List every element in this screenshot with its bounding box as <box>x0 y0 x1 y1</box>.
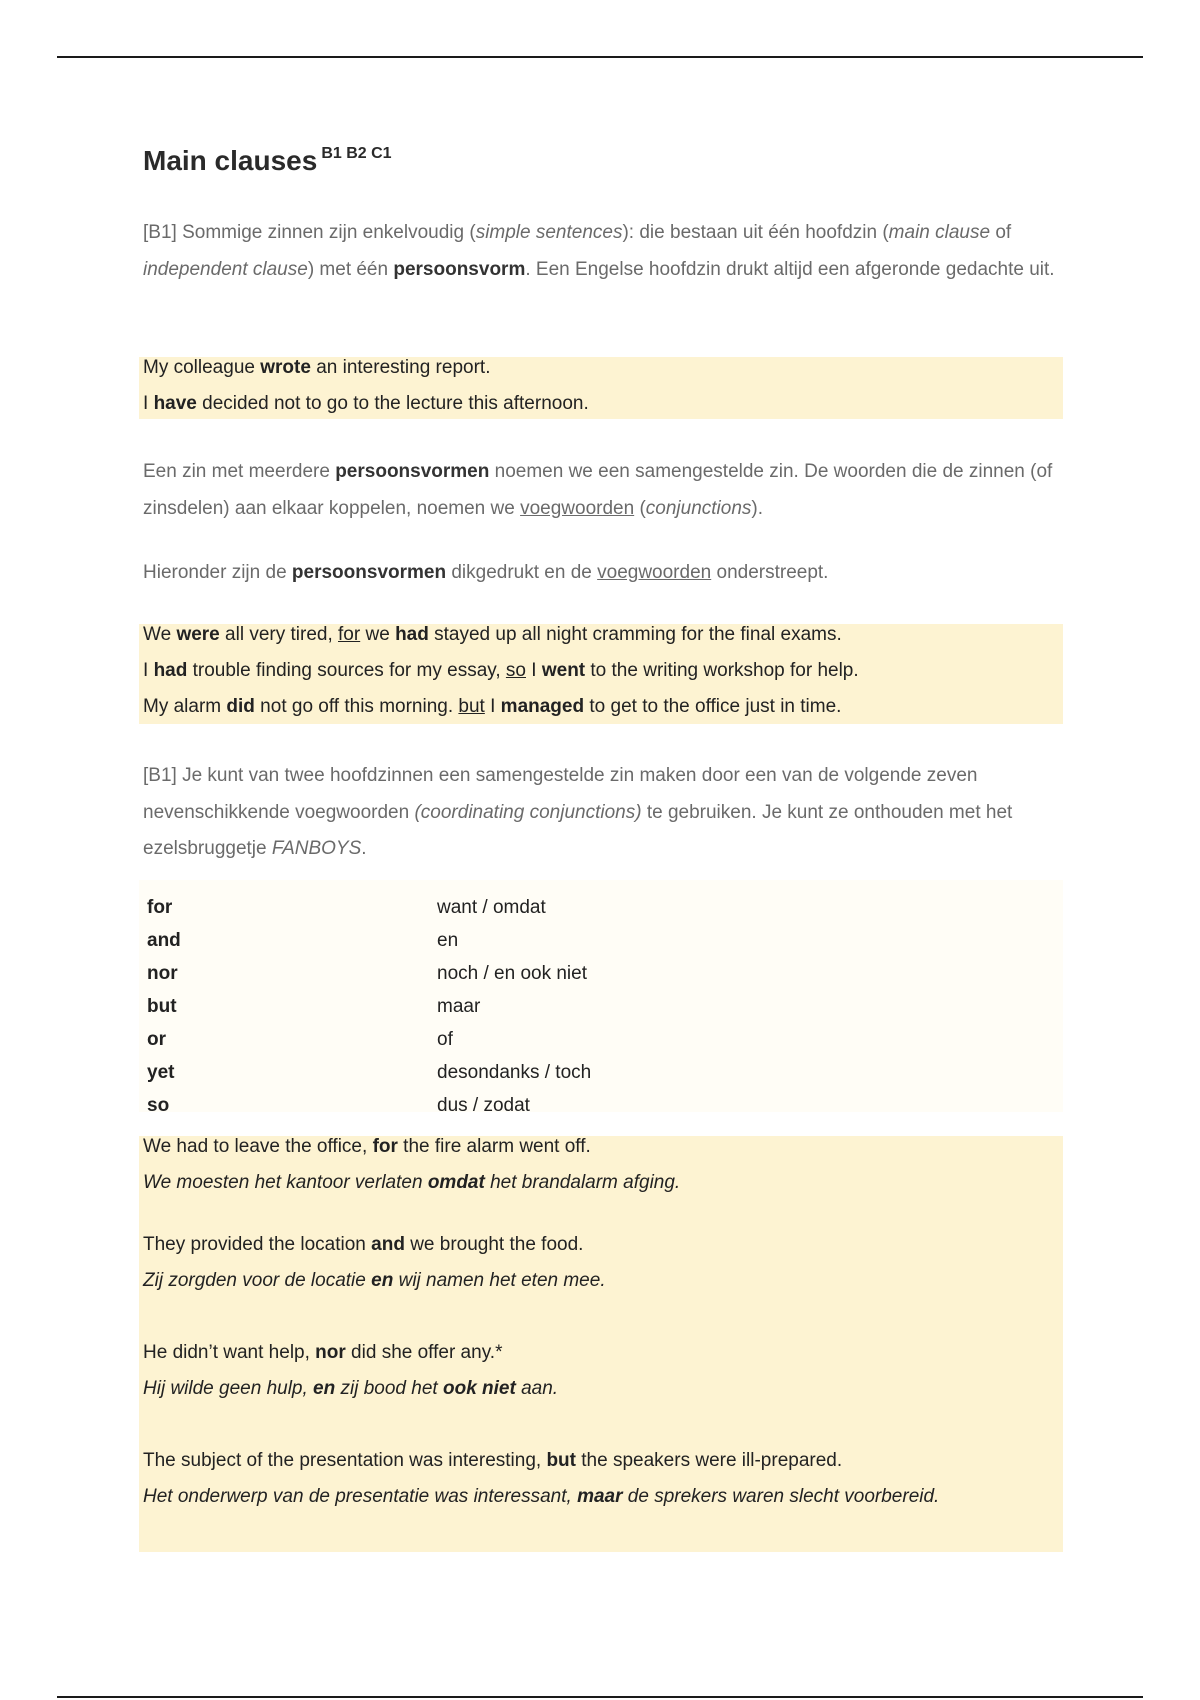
conjunction-nl: desondanks / toch <box>437 1062 592 1083</box>
verb: did <box>226 696 255 717</box>
example-line <box>143 393 589 415</box>
example-text: Zij zorgden voor de locatie <box>143 1270 372 1291</box>
example-text: we brought the food. <box>404 1234 584 1255</box>
translation-en <box>143 1450 842 1472</box>
translation-nl <box>143 1270 606 1292</box>
compound-text: ). <box>751 497 764 519</box>
compound-term: persoonsvormen <box>335 461 490 482</box>
conjunction: but <box>546 1450 576 1471</box>
conjunction: nor <box>315 1342 346 1363</box>
compound-text: Een zin met meerdere <box>143 461 336 482</box>
conjunction-nl: en <box>437 930 459 951</box>
conjunction: maar <box>577 1486 623 1507</box>
example-text: stayed up all night cramming for the final exams. <box>428 624 842 645</box>
compound-term-italic: conjunctions <box>645 497 752 519</box>
intro-text-1: [B1] Sommige zinnen zijn enkelvoudig ( <box>143 222 476 243</box>
example-text: I <box>143 393 154 414</box>
intro-term-independent: independent clause <box>143 258 308 280</box>
example-text: The subject of the presentation was interesting, <box>143 1450 547 1471</box>
conjunction: but <box>458 696 485 717</box>
example-text: not go off this morning. <box>254 696 459 717</box>
conjunction-nl: maar <box>437 996 481 1017</box>
compound-text: noemen we een samengestelde zin. De woorden die de zinnen (of zinsdelen) aan elkaar koppelen, noemen we <box>143 461 1053 519</box>
conjunction: ook niet <box>442 1378 516 1399</box>
fanboys-term: (coordinating conjunctions) <box>414 801 642 823</box>
example-text: the fire alarm went off. <box>397 1136 591 1157</box>
example-text: We <box>143 624 177 645</box>
example-text: Hij wilde geen hulp, <box>143 1378 314 1399</box>
title-text: Main clauses <box>143 145 318 176</box>
conjunction-nl: of <box>437 1029 453 1050</box>
conjunction-nl: noch / en ook niet <box>437 963 587 984</box>
conjunction: omdat <box>427 1172 485 1193</box>
legend-underlined: voegwoorden <box>597 562 712 583</box>
compound-text: ( <box>634 497 646 519</box>
conjunction-nl: dus / zodat <box>437 1095 530 1116</box>
example-text: My alarm <box>143 696 227 717</box>
compound-example-line <box>143 696 841 718</box>
fanboys-intro <box>143 758 1063 868</box>
example-text: de sprekers waren slecht voorbereid. <box>622 1486 940 1507</box>
header-rule <box>57 56 1143 58</box>
level-badge: B1 B2 C1 <box>321 145 392 162</box>
example-text: trouble finding sources for my essay, <box>187 660 506 681</box>
example-text: We had to leave the office, <box>143 1136 373 1157</box>
legend-note <box>143 555 1063 592</box>
translation-nl <box>143 1486 939 1508</box>
conjunction-en: so <box>147 1095 170 1116</box>
conjunction-en: or <box>147 1029 166 1050</box>
example-text: decided not to go to the lecture this afternoon. <box>196 393 589 414</box>
verb: went <box>541 660 586 681</box>
example-box-simple <box>139 357 1063 419</box>
example-text: They provided the location <box>143 1234 372 1255</box>
legend-bold: persoonsvormen <box>291 562 447 583</box>
example-text: the speakers were ill-prepared. <box>576 1450 843 1471</box>
verb: had <box>153 660 188 681</box>
fanboys-table <box>139 880 1063 1116</box>
legend-text: dikgedrukt en de <box>446 562 598 583</box>
example-text: I <box>484 696 501 717</box>
intro-text-5: . Een Engelse hoofdzin drukt altijd een afgeronde gedachte uit. <box>525 258 1055 280</box>
intro-paragraph <box>143 215 1063 288</box>
conjunction: en <box>313 1378 336 1399</box>
conjunction-en: but <box>147 996 177 1017</box>
example-text: We moesten het kantoor verlaten <box>143 1172 428 1193</box>
page-title <box>143 145 392 177</box>
compound-underlined: voegwoorden <box>520 497 635 519</box>
example-line <box>143 357 490 379</box>
verb: wrote <box>260 357 311 378</box>
example-text: He didn’t want help, <box>143 1342 316 1363</box>
translation-nl <box>143 1172 680 1194</box>
compound-paragraph <box>143 454 1063 527</box>
example-text: we <box>360 624 396 645</box>
verb: managed <box>500 696 585 717</box>
conjunction: and <box>371 1234 405 1255</box>
example-text: to the writing workshop for help. <box>585 660 859 681</box>
legend-text: Hieronder zijn de <box>143 562 292 583</box>
example-text: My colleague <box>143 357 261 378</box>
fanboys-text: te gebruiken. Je kunt ze onthouden met het ezelsbruggetje <box>143 801 1013 859</box>
conjunction: en <box>371 1270 394 1291</box>
example-text: zij bood het <box>335 1378 443 1399</box>
compound-example-line <box>143 624 842 646</box>
example-text: did she offer any.* <box>345 1342 503 1363</box>
fanboys-text: . <box>361 838 367 859</box>
example-text: I <box>143 660 154 681</box>
verb: were <box>176 624 220 645</box>
intro-text-2: ): die bestaan uit één hoofdzin ( <box>622 222 889 243</box>
example-text: I <box>526 660 542 681</box>
example-text: an interesting report. <box>310 357 491 378</box>
intro-text-3: of <box>990 222 1012 243</box>
conjunction: for <box>372 1136 398 1157</box>
example-text: wij namen het eten mee. <box>393 1270 606 1291</box>
example-box-compound <box>139 624 1063 724</box>
conjunction-en: and <box>147 930 181 951</box>
legend-text: onderstreept. <box>711 562 829 583</box>
intro-term-main: main clause <box>888 222 991 243</box>
conjunction-en: nor <box>147 963 178 984</box>
translation-box <box>139 1136 1063 1552</box>
verb: have <box>153 393 197 414</box>
example-text: het brandalarm afging. <box>484 1172 681 1193</box>
example-text: aan. <box>515 1378 559 1399</box>
verb: had <box>395 624 429 645</box>
translation-en <box>143 1136 591 1158</box>
compound-example-line <box>143 660 859 682</box>
conjunction-nl: want / omdat <box>437 897 546 918</box>
translation-nl <box>143 1378 558 1400</box>
example-text: Het onderwerp van de presentatie was interessant, <box>143 1486 578 1507</box>
example-text: all very tired, <box>219 624 339 645</box>
conjunction-en: yet <box>147 1062 175 1083</box>
conjunction-en: for <box>147 897 173 918</box>
conjunction: so <box>505 660 526 681</box>
intro-text-4: ) met één <box>307 258 394 280</box>
intro-term-persoonsvorm: persoonsvorm <box>393 258 526 280</box>
example-text: to get to the office just in time. <box>584 696 842 717</box>
footer-rule <box>57 1696 1143 1698</box>
fanboys-mnemonic: FANBOYS <box>271 838 362 859</box>
translation-en <box>143 1342 502 1364</box>
intro-term-simple: simple sentences <box>475 222 623 243</box>
fanboys-text: [B1] Je kunt van twee hoofdzinnen een samengestelde zin maken door een van de volgende zeven nevenschikkende voegwoorden <box>143 765 978 823</box>
translation-en <box>143 1234 583 1256</box>
conjunction: for <box>338 624 361 645</box>
